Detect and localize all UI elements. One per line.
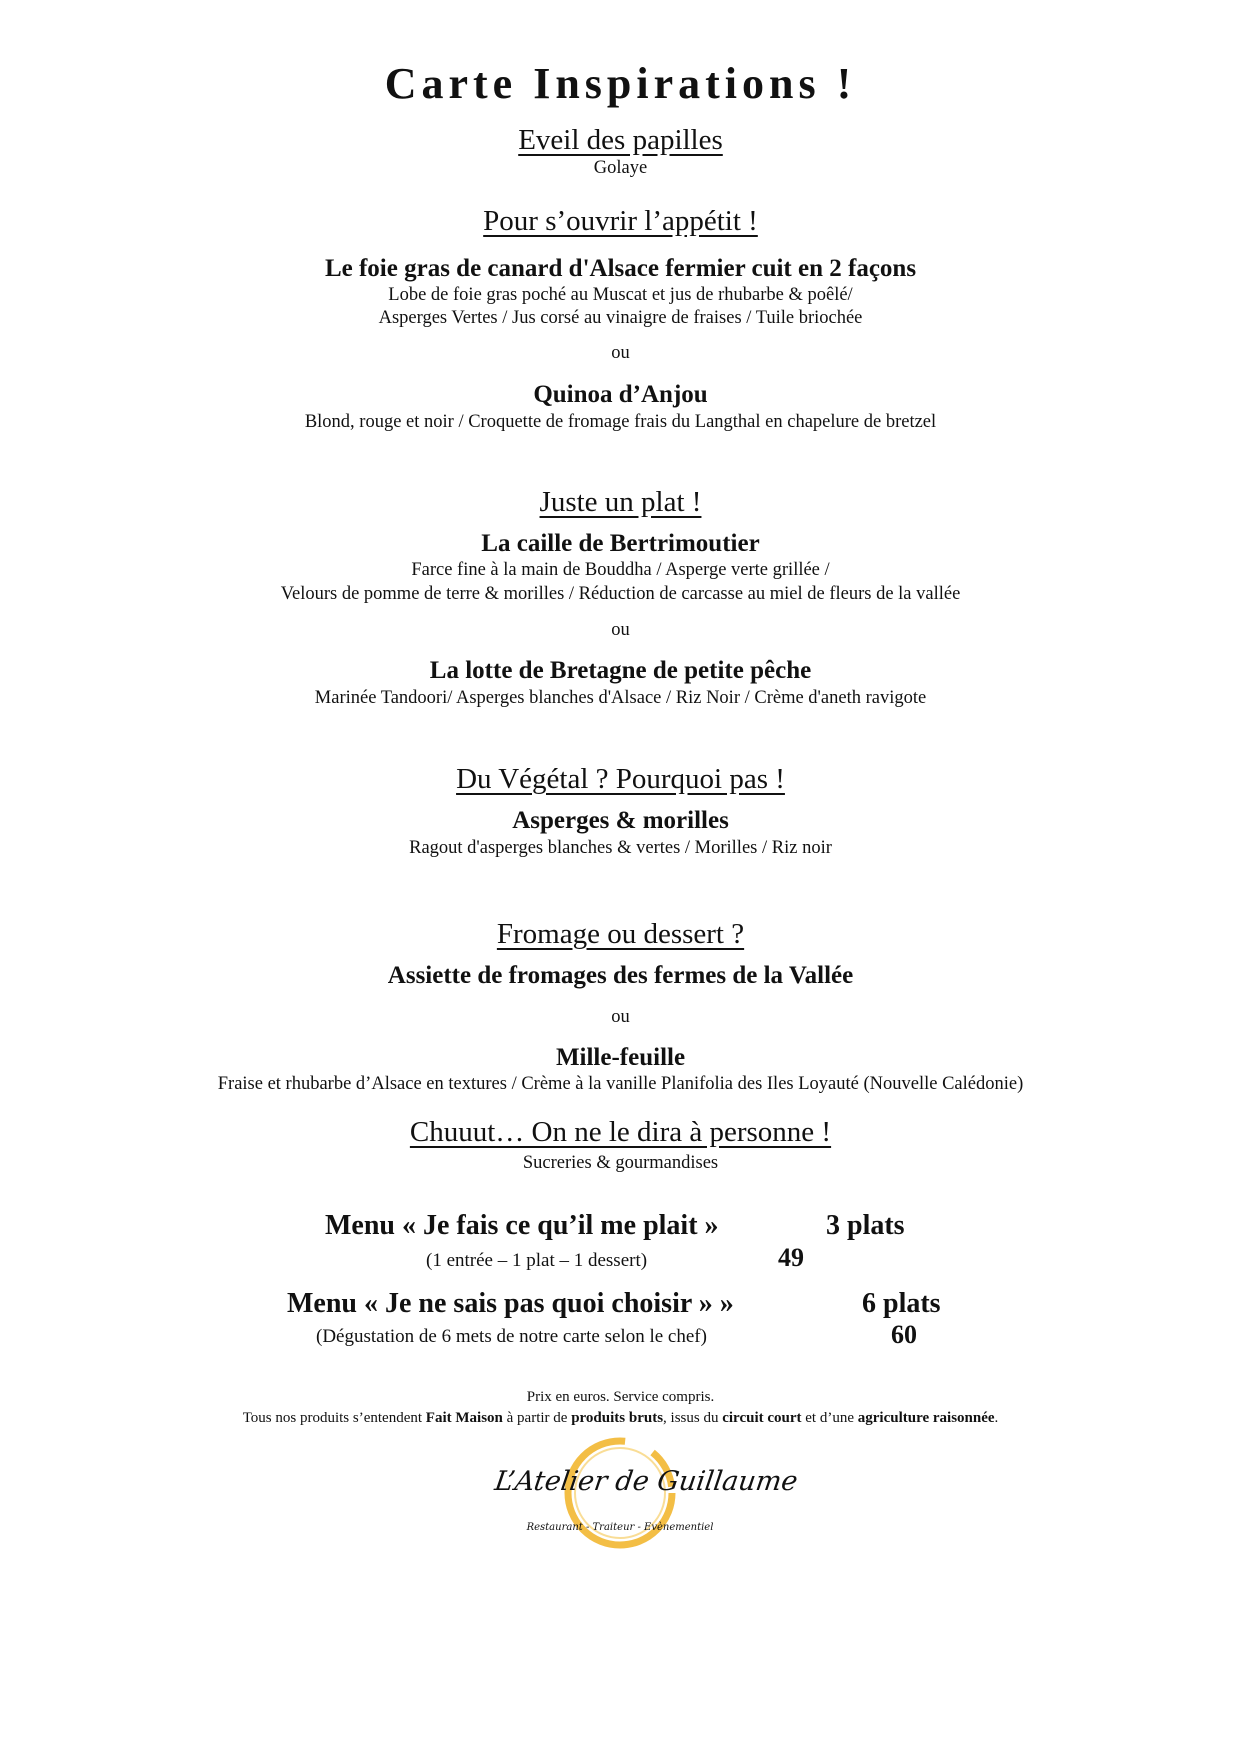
footer-text-2: à partir de	[502, 1410, 572, 1426]
entree-1-desc-1: Lobe de foie gras poché au Muscat et jus de rhubarbe & poêlé/	[388, 285, 853, 305]
section-entrees-heading: Pour s’ouvrir l’appétit !	[483, 205, 758, 237]
logo-name: L’Atelier de Guillaume	[492, 1466, 800, 1497]
plat-2-desc-1: Marinée Tandoori/ Asperges blanches d'Alsace / Riz Noir / Crème d'aneth ravigote	[314, 688, 927, 708]
plat-or: ou	[611, 620, 630, 640]
vegetal-1-name: Asperges & morilles	[512, 807, 729, 834]
plat-1-desc-1: Farce fine à la main de Bouddha / Asperge verte grillée /	[411, 560, 830, 580]
section-plats-heading: Juste un plat !	[539, 486, 702, 518]
section-eveil-heading: Eveil des papilles	[518, 124, 723, 156]
footer-produce-note	[0, 1408, 1241, 1429]
footer-bold-produits-bruts: produits bruts	[571, 1410, 664, 1426]
menu-2-price: 60	[891, 1320, 917, 1349]
logo-tagline: Restaurant - Traiteur - Evènementiel	[526, 1522, 714, 1533]
footer-bold-circuit-court: circuit court	[722, 1410, 802, 1426]
vegetal-1-desc-1: Ragout d'asperges blanches & vertes / Morilles / Riz noir	[409, 838, 832, 858]
entree-1-name: Le foie gras de canard d'Alsace fermier cuit en 2 façons	[324, 255, 917, 282]
menu-2-detail: (Dégustation de 6 mets de notre carte selon le chef)	[316, 1326, 707, 1347]
restaurant-logo	[492, 1428, 800, 1558]
chuuut-item: Sucreries & gourmandises	[522, 1153, 719, 1173]
entree-2-name: Quinoa d’Anjou	[533, 381, 708, 408]
section-fromage-heading: Fromage ou dessert ?	[496, 918, 745, 950]
eveil-item: Golaye	[593, 158, 648, 178]
footer-text-3: , issus du	[663, 1410, 723, 1426]
menu-1-price: 49	[778, 1243, 804, 1272]
plat-1-desc-2: Velours de pomme de terre & morilles / Réduction de carcasse au miel de fleurs de la vallée	[280, 584, 961, 604]
entree-or: ou	[611, 343, 630, 363]
menu-1-detail: (1 entrée – 1 plat – 1 dessert)	[426, 1250, 648, 1271]
menu-2-name: Menu « Je ne sais pas quoi choisir » »	[287, 1288, 734, 1319]
footer-text-1: Tous nos produits s’entendent	[242, 1410, 426, 1426]
footer-price-note: Prix en euros. Service compris.	[526, 1389, 715, 1405]
footer-bold-agriculture: agriculture raisonnée	[857, 1410, 995, 1426]
dessert-1-name: Mille-feuille	[555, 1044, 686, 1071]
plat-2-name: La lotte de Bretagne de petite pêche	[429, 657, 812, 684]
plat-1-name: La caille de Bertrimoutier	[481, 530, 760, 557]
section-vegetal-heading: Du Végétal ? Pourquoi pas !	[456, 763, 785, 795]
menu-2-courses: 6 plats	[862, 1288, 941, 1319]
footer-text-4: et d’une	[801, 1410, 858, 1426]
menu-1-courses: 3 plats	[826, 1210, 905, 1241]
fromage-or: ou	[611, 1007, 630, 1027]
page-title: Carte Inspirations !	[384, 59, 857, 108]
fromage-1-name: Assiette de fromages des fermes de la Vallée	[387, 962, 854, 989]
entree-2-desc-1: Blond, rouge et noir / Croquette de fromage frais du Langthal en chapelure de bretzel	[304, 412, 937, 432]
footer-bold-fait-maison: Fait Maison	[425, 1410, 503, 1426]
dessert-1-desc-1: Fraise et rhubarbe d’Alsace en textures / Crème à la vanille Planifolia des Iles Loyauté (Nouvelle Calédonie)	[217, 1074, 1024, 1094]
footer-text-5: .	[994, 1410, 999, 1426]
menu-1-name: Menu « Je fais ce qu’il me plait »	[325, 1210, 719, 1241]
section-chuuut-heading: Chuuut… On ne le dira à personne !	[409, 1116, 832, 1148]
entree-1-desc-2: Asperges Vertes / Jus corsé au vinaigre de fraises / Tuile briochée	[378, 308, 863, 328]
